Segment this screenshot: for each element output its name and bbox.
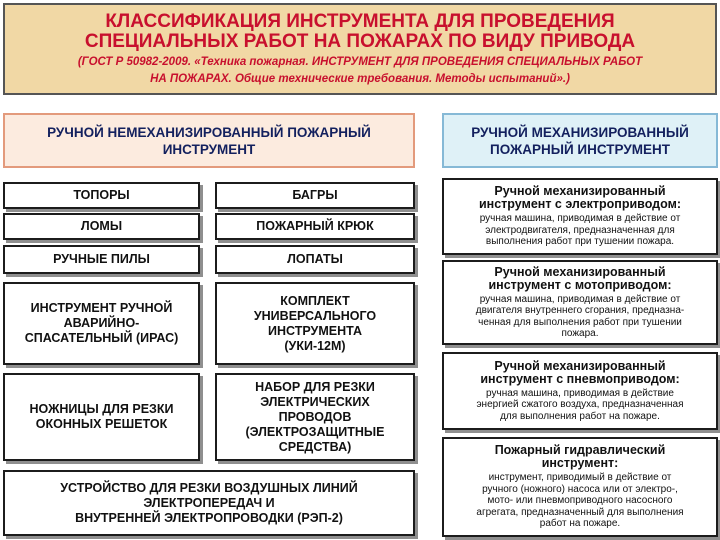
tool-heading-line: инструмент с пневмоприводом:	[480, 371, 680, 386]
tool-label-line: ПРОВОДОВ	[278, 409, 352, 424]
tool-description-line: пожара.	[561, 328, 599, 339]
tool-label-line: КОМПЛЕКТ	[280, 293, 350, 308]
page-title-line-1: КЛАССИФИКАЦИЯ ИНСТРУМЕНТА ДЛЯ ПРОВЕДЕНИЯ	[105, 11, 615, 32]
tool-fire-hook	[215, 213, 415, 240]
tool-label: ПОЖАРНЫЙ КРЮК	[256, 219, 374, 233]
tool-label-line: ЭЛЕКТРОПЕРЕДАЧ И	[143, 495, 275, 510]
tool-heading-line: Ручной механизированный	[494, 358, 666, 373]
tool-label: ЛОМЫ	[80, 219, 123, 233]
tool-description-line: электродвигателя, предназначенная для	[485, 224, 675, 236]
gost-reference-line-1: (ГОСТ Р 50982-2009. «Техника пожарная. ИНСТРУМЕНТ ДЛЯ ПРОВЕДЕНИЯ СПЕЦИАЛЬНЫХ РАБОТ	[77, 56, 643, 68]
tool-rep-2-device	[3, 470, 415, 536]
tool-axes	[3, 182, 200, 209]
tool-heading-line: Пожарный гидравлический	[494, 443, 666, 458]
tool-description-line: инструмент, приводимый в действие от	[488, 472, 672, 484]
tool-label: ТОПОРЫ	[73, 188, 130, 202]
tool-label-line: УНИВЕРСАЛЬНОГО	[253, 308, 377, 323]
tool-hydraulic	[442, 437, 718, 537]
tool-description-line: ручного (ножного) насоса или от электро-,	[482, 483, 678, 495]
tool-description-line: ручная машина, приводимая в действие	[486, 387, 674, 399]
tool-heading-line: инструмент с мотоприводом:	[488, 277, 672, 292]
tool-motor-drive	[442, 260, 718, 345]
category-manual-mechanized	[442, 113, 718, 168]
category-label-line: РУЧНОЙ МЕХАНИЗИРОВАННЫЙ	[471, 124, 689, 140]
tool-label: БАГРЫ	[292, 188, 338, 202]
tool-label-line: (УКИ-12М)	[284, 338, 346, 353]
tool-hand-saws	[3, 245, 200, 274]
tool-shovels	[215, 245, 415, 274]
gost-reference-line-2: НА ПОЖАРАХ. Общие технические требования. Методы испытаний».)	[150, 73, 570, 85]
header-panel	[3, 3, 717, 95]
tool-label-line: АВАРИЙНО-	[63, 316, 140, 330]
tool-pike-poles	[215, 182, 415, 209]
tool-wire-cutting-set	[215, 373, 415, 461]
tool-description-line: двигателя внутреннего сгорания, предназна-	[475, 305, 685, 316]
tool-label-line: СРЕДСТВА)	[278, 439, 352, 454]
tool-label: РУЧНЫЕ ПИЛЫ	[53, 252, 150, 266]
category-label-line: ПОЖАРНЫЙ ИНСТРУМЕНТ	[490, 141, 670, 157]
tool-label-line: ЭЛЕКТРИЧЕСКИХ	[260, 394, 370, 409]
tool-heading-line: Ручной механизированный	[494, 184, 666, 199]
tool-label-line: ВНУТРЕННЕЙ ЭЛЕКТРОПРОВОДКИ (РЭП-2)	[75, 510, 343, 525]
category-label-line: РУЧНОЙ НЕМЕХАНИЗИРОВАННЫЙ ПОЖАРНЫЙ	[47, 124, 371, 140]
tool-description-line: энергией сжатого воздуха, предназначенная	[476, 399, 684, 411]
tool-heading-line: инструмент:	[541, 456, 619, 471]
tool-pneumatic-drive	[442, 352, 718, 430]
tool-heading-line: инструмент с электроприводом:	[479, 197, 681, 212]
tool-label: ЛОПАТЫ	[287, 252, 343, 266]
tool-heading-line: Ручной механизированный	[494, 264, 666, 279]
tool-crowbars	[3, 213, 200, 240]
category-manual-non-mechanized	[3, 113, 415, 168]
tool-label-line: ИНСТРУМЕНТ РУЧНОЙ	[30, 301, 173, 315]
tool-description-line: ченная для выполнения работ при тушении	[478, 316, 682, 328]
page-title-line-2: СПЕЦИАЛЬНЫХ РАБОТ НА ПОЖАРАХ ПО ВИДУ ПРИВОДА	[84, 31, 636, 52]
tool-label-line: НАБОР ДЛЯ РЕЗКИ	[255, 379, 375, 394]
tool-iras	[3, 282, 200, 365]
tool-label-line: ИНСТРУМЕНТА	[268, 323, 362, 338]
tool-label-line: СПАСАТЕЛЬНЫЙ (ИРАС)	[24, 331, 179, 345]
tool-description-line: для выполнения работ на пожаре.	[500, 410, 660, 422]
tool-description-line: ручная машина, приводимая в действие от	[479, 293, 681, 305]
tool-description-line: работ на пожаре.	[539, 518, 621, 530]
tool-window-grate-shears	[3, 373, 200, 461]
tool-electric-drive	[442, 178, 718, 255]
tool-label-line: НОЖНИЦЫ ДЛЯ РЕЗКИ	[29, 402, 174, 416]
category-label-line: ИНСТРУМЕНТ	[162, 141, 256, 157]
tool-label-line: ОКОННЫХ РЕШЕТОК	[35, 417, 168, 431]
tool-description-line: агрегата, предназначенный для выполнения	[476, 506, 684, 518]
tool-description-line: ручная машина, приводимая в действие от	[479, 213, 681, 225]
tool-uki-kit	[215, 282, 415, 365]
tool-description-line: выполнения работ при тушении пожара.	[485, 236, 675, 248]
tool-label-line: УСТРОЙСТВО ДЛЯ РЕЗКИ ВОЗДУШНЫХ ЛИНИЙ	[60, 480, 358, 495]
tool-description-line: мото- или пневмоприводного насосного	[487, 495, 673, 507]
tool-label-line: (ЭЛЕКТРОЗАЩИТНЫЕ	[245, 424, 385, 439]
